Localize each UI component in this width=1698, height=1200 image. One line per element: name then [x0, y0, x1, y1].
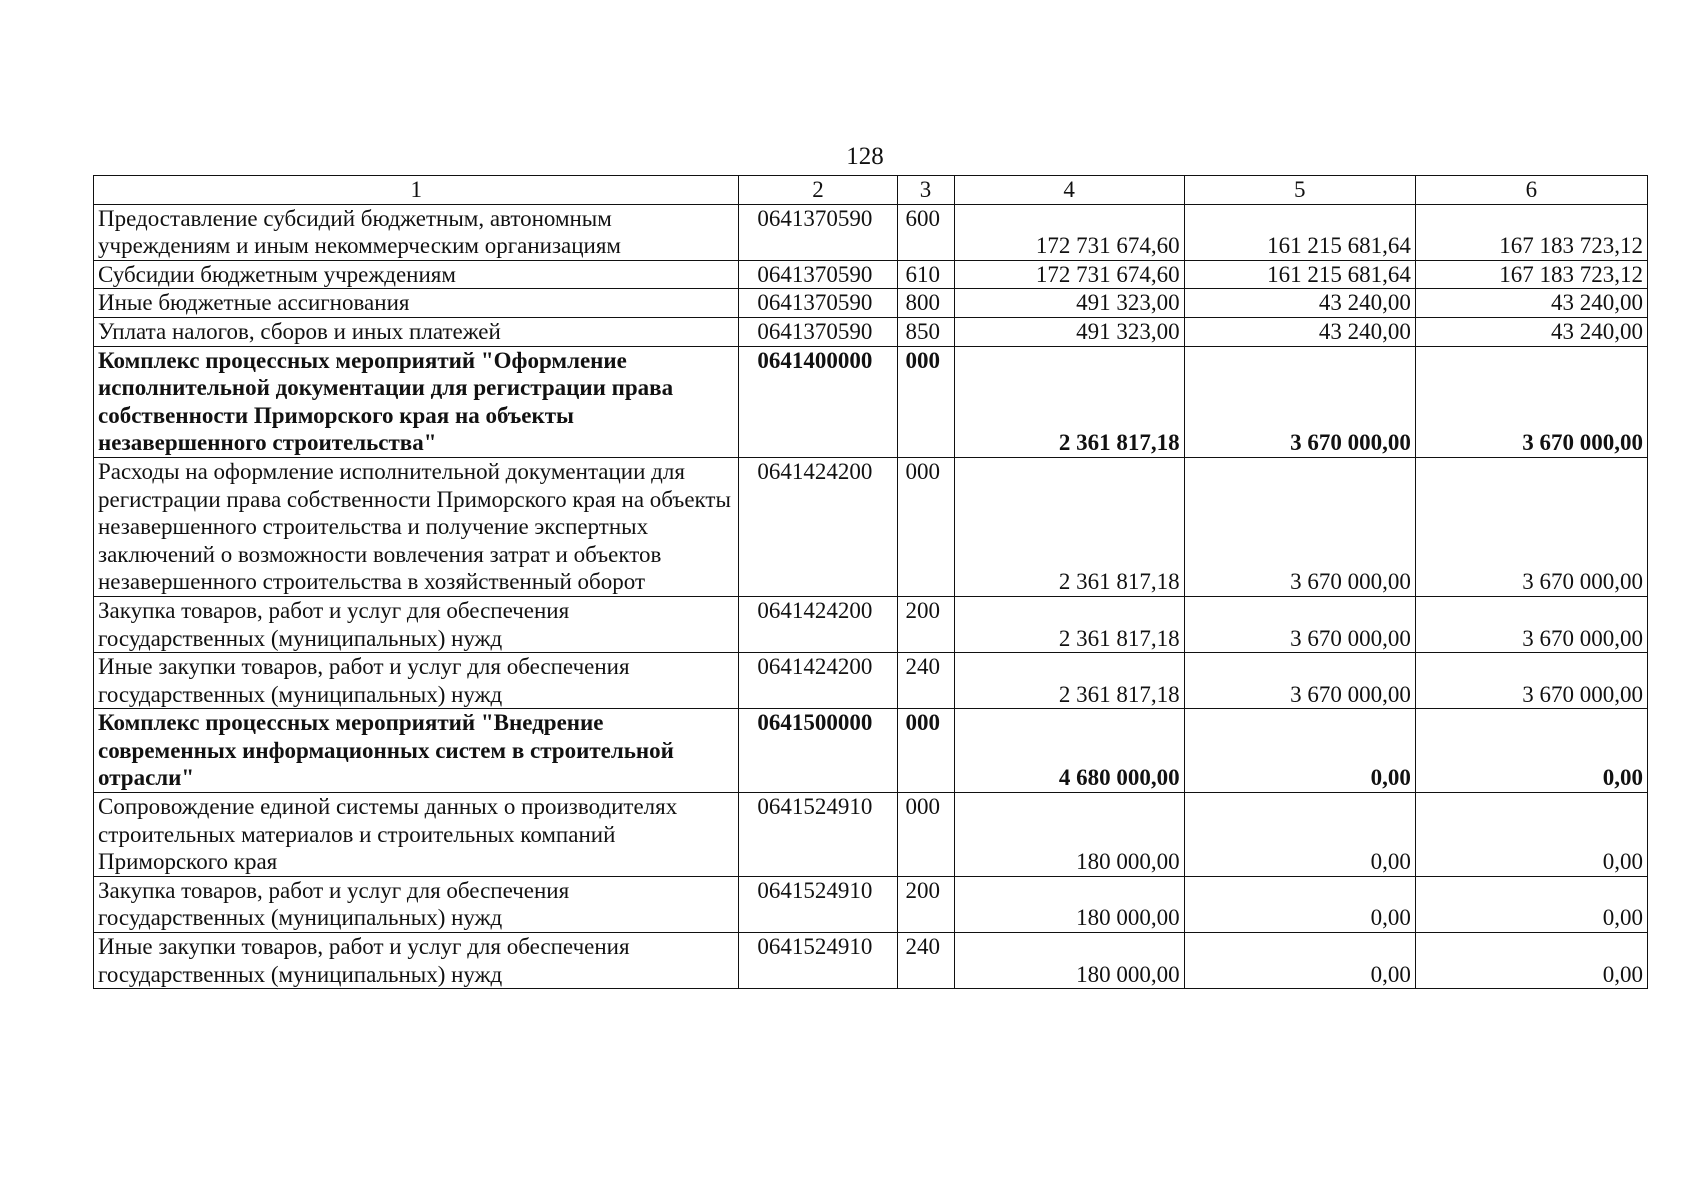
expense-type-code-cell: 240	[897, 653, 954, 709]
table-row	[94, 709, 1648, 793]
amount-col5-cell: 43 240,00	[1184, 317, 1415, 346]
amount-col5-cell: 161 215 681,64	[1184, 204, 1415, 260]
table-row	[94, 653, 1648, 709]
table-row	[94, 346, 1648, 457]
amount-col6-cell: 43 240,00	[1415, 289, 1647, 318]
amount-col4-cell: 2 361 817,18	[954, 346, 1184, 457]
amount-col6-cell: 3 670 000,00	[1415, 346, 1647, 457]
target-article-code-cell: 0641400000	[739, 346, 897, 457]
header-cell-5: 5	[1184, 176, 1415, 205]
expense-name-cell: Предоставление субсидий бюджетным, автономным учреждениям и иным некоммерческим организациям	[94, 204, 739, 260]
expense-name-cell: Расходы на оформление исполнительной документации для регистрации права собственности Приморского края на объекты незавершенного строительства и получение экспертных заключений о возможности вовлечения затрат и объектов незавершенного строительства в хозяйственный оборот	[94, 457, 739, 596]
expense-type-code-cell: 000	[897, 346, 954, 457]
target-article-code-cell: 0641370590	[739, 317, 897, 346]
expense-type-code-cell: 000	[897, 793, 954, 877]
target-article-code-cell: 0641424200	[739, 653, 897, 709]
expense-type-code-cell: 240	[897, 933, 954, 989]
expense-name-cell: Уплата налогов, сборов и иных платежей	[94, 317, 739, 346]
target-article-code-cell: 0641370590	[739, 204, 897, 260]
amount-col5-cell: 3 670 000,00	[1184, 653, 1415, 709]
amount-col6-cell: 3 670 000,00	[1415, 596, 1647, 652]
amount-col4-cell: 180 000,00	[954, 933, 1184, 989]
table-row	[94, 457, 1648, 596]
expense-name-cell: Закупка товаров, работ и услуг для обеспечения государственных (муниципальных) нужд	[94, 876, 739, 932]
amount-col4-cell: 2 361 817,18	[954, 596, 1184, 652]
target-article-code-cell: 0641370590	[739, 260, 897, 289]
target-article-code-cell: 0641524910	[739, 876, 897, 932]
header-cell-6: 6	[1415, 176, 1647, 205]
table-row	[94, 289, 1648, 318]
expense-name-cell: Иные закупки товаров, работ и услуг для обеспечения государственных (муниципальных) нужд	[94, 933, 739, 989]
expense-type-code-cell: 850	[897, 317, 954, 346]
header-row	[94, 176, 1648, 205]
table-row	[94, 876, 1648, 932]
table-row	[94, 317, 1648, 346]
header-cell-4: 4	[954, 176, 1184, 205]
amount-col4-cell: 180 000,00	[954, 876, 1184, 932]
expense-type-code-cell: 610	[897, 260, 954, 289]
amount-col4-cell: 491 323,00	[954, 289, 1184, 318]
header-cell-2: 2	[739, 176, 897, 205]
expense-name-cell: Субсидии бюджетным учреждениям	[94, 260, 739, 289]
amount-col4-cell: 2 361 817,18	[954, 457, 1184, 596]
amount-col6-cell: 167 183 723,12	[1415, 204, 1647, 260]
amount-col6-cell: 0,00	[1415, 876, 1647, 932]
amount-col6-cell: 0,00	[1415, 709, 1647, 793]
expense-name-cell: Иные закупки товаров, работ и услуг для обеспечения государственных (муниципальных) нужд	[94, 653, 739, 709]
table-row	[94, 260, 1648, 289]
amount-col6-cell: 167 183 723,12	[1415, 260, 1647, 289]
amount-col6-cell: 0,00	[1415, 793, 1647, 877]
amount-col5-cell: 3 670 000,00	[1184, 346, 1415, 457]
amount-col4-cell: 2 361 817,18	[954, 653, 1184, 709]
header-cell-1: 1	[94, 176, 739, 205]
page-number: 128	[846, 143, 884, 170]
amount-col4-cell: 180 000,00	[954, 793, 1184, 877]
amount-col4-cell: 172 731 674,60	[954, 260, 1184, 289]
amount-col4-cell: 4 680 000,00	[954, 709, 1184, 793]
amount-col5-cell: 0,00	[1184, 876, 1415, 932]
target-article-code-cell: 0641424200	[739, 596, 897, 652]
expense-name-cell: Комплекс процессных мероприятий "Оформление исполнительной документации для регистрации права собственности Приморского края на объекты незавершенного строительства"	[94, 346, 739, 457]
amount-col6-cell: 3 670 000,00	[1415, 457, 1647, 596]
amount-col6-cell: 0,00	[1415, 933, 1647, 989]
expense-name-cell: Иные бюджетные ассигнования	[94, 289, 739, 318]
table-row	[94, 204, 1648, 260]
expense-name-cell: Закупка товаров, работ и услуг для обеспечения государственных (муниципальных) нужд	[94, 596, 739, 652]
target-article-code-cell: 0641370590	[739, 289, 897, 318]
target-article-code-cell: 0641524910	[739, 793, 897, 877]
expense-type-code-cell: 200	[897, 876, 954, 932]
target-article-code-cell: 0641524910	[739, 933, 897, 989]
amount-col5-cell: 3 670 000,00	[1184, 596, 1415, 652]
expense-type-code-cell: 200	[897, 596, 954, 652]
target-article-code-cell: 0641500000	[739, 709, 897, 793]
table-row	[94, 596, 1648, 652]
amount-col5-cell: 0,00	[1184, 933, 1415, 989]
amount-col5-cell: 3 670 000,00	[1184, 457, 1415, 596]
amount-col5-cell: 161 215 681,64	[1184, 260, 1415, 289]
budget-table	[93, 175, 1648, 989]
expense-type-code-cell: 000	[897, 709, 954, 793]
amount-col6-cell: 3 670 000,00	[1415, 653, 1647, 709]
table-row	[94, 933, 1648, 989]
expense-type-code-cell: 800	[897, 289, 954, 318]
table-row	[94, 793, 1648, 877]
expense-type-code-cell: 600	[897, 204, 954, 260]
amount-col4-cell: 491 323,00	[954, 317, 1184, 346]
expense-type-code-cell: 000	[897, 457, 954, 596]
amount-col4-cell: 172 731 674,60	[954, 204, 1184, 260]
amount-col6-cell: 43 240,00	[1415, 317, 1647, 346]
expense-name-cell: Сопровождение единой системы данных о производителях строительных материалов и строительных компаний Приморского края	[94, 793, 739, 877]
amount-col5-cell: 43 240,00	[1184, 289, 1415, 318]
target-article-code-cell: 0641424200	[739, 457, 897, 596]
expense-name-cell: Комплекс процессных мероприятий "Внедрение современных информационных систем в строительной отрасли"	[94, 709, 739, 793]
amount-col5-cell: 0,00	[1184, 709, 1415, 793]
header-cell-3: 3	[897, 176, 954, 205]
amount-col5-cell: 0,00	[1184, 793, 1415, 877]
